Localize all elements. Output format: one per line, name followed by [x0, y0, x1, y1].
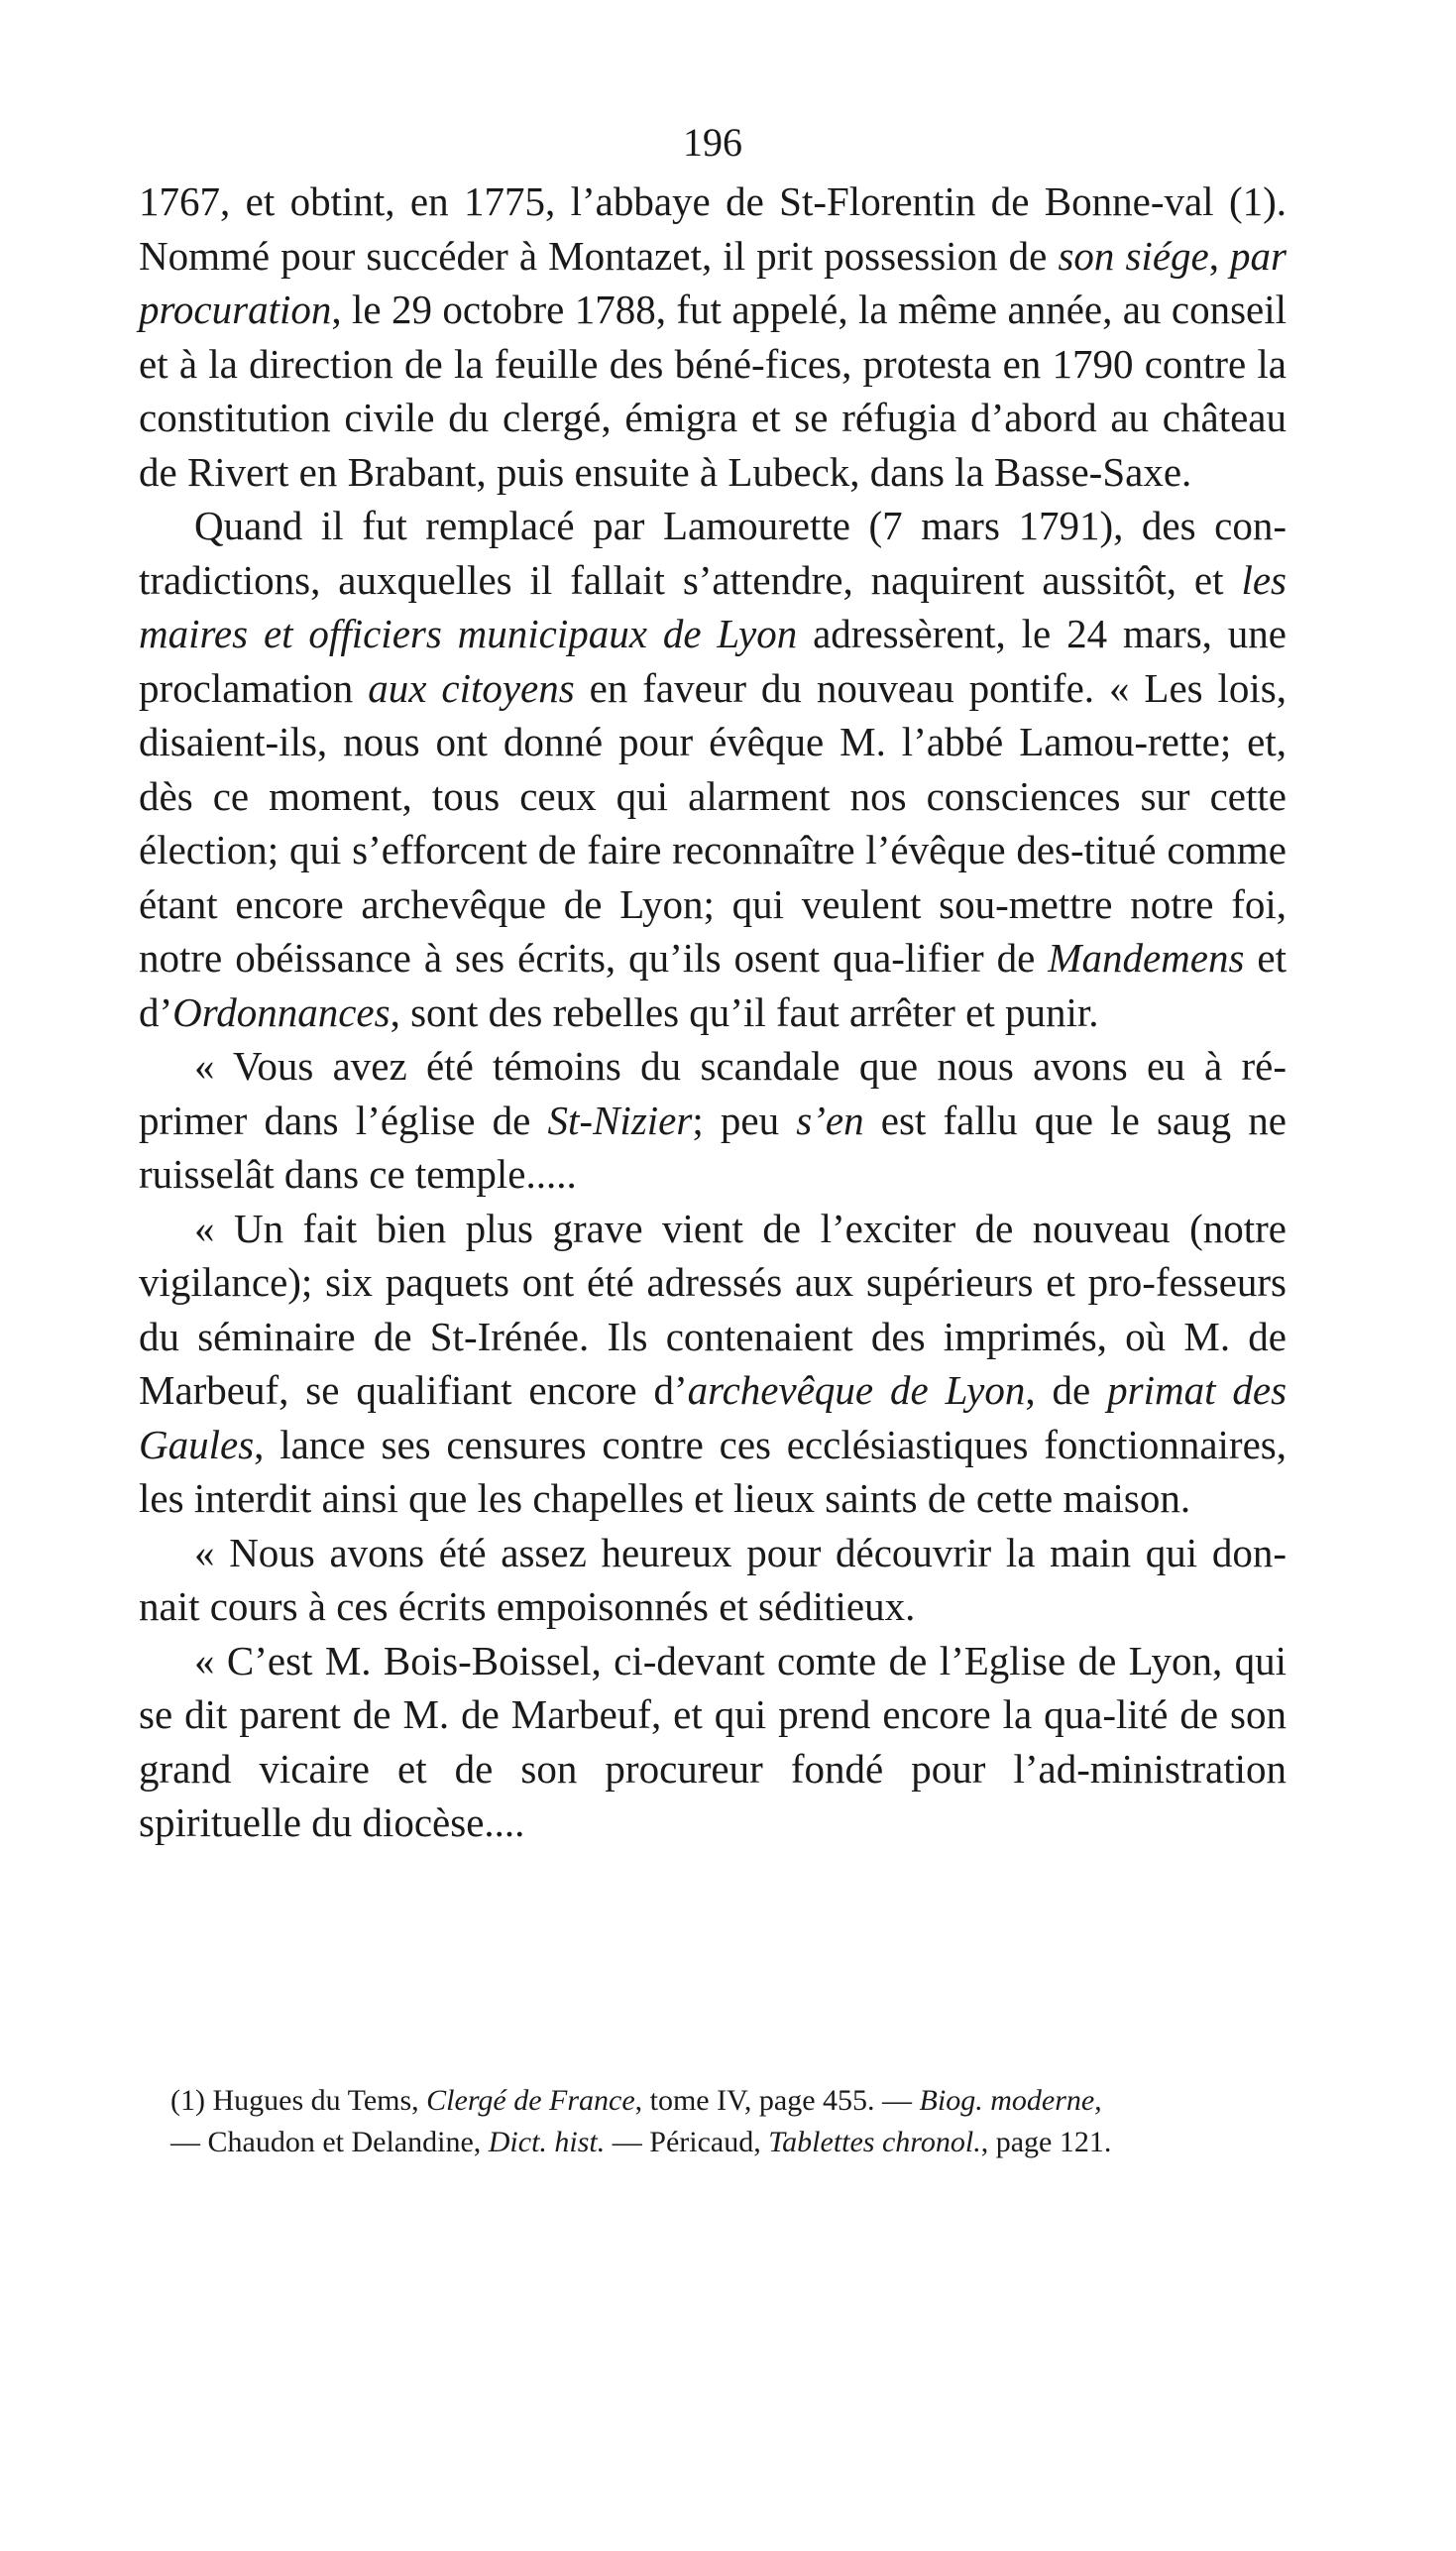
paragraph — [139, 1039, 1287, 1202]
text-run: Quand il fut remplacé par Lamourette (7 mars 1791), des con-tradictions, auxquelles il fallait s’attendre, naquirent aussitôt, et — [139, 503, 1287, 603]
italic-text: s’en — [796, 1097, 864, 1143]
text-run: (1) Hugues du Tems, — [170, 2084, 427, 2117]
text-run: « Nous avons été assez heureux pour découvrir la main qui don-nait cours à ces écrits empoisonnés et séditieux. — [139, 1529, 1287, 1629]
text-run: et d’ — [139, 935, 1288, 1035]
paragraph — [139, 174, 1287, 499]
paragraph — [139, 499, 1287, 1039]
page-content — [139, 119, 1287, 1850]
italic-text: Mandemens — [1048, 935, 1245, 981]
text-run: , sont des rebelles qu’il faut arrêter et punir. — [390, 988, 1099, 1035]
italic-text: Tablettes chronol. — [768, 2126, 981, 2158]
text-run: « Un fait bien plus grave vient de l’exciter de nouveau (notre vigilance); six paquets ont été adressés aux supérieurs et pro-fesseurs du séminaire de St-Irénée. Ils contenaient des imprimés, où M. de Marbeuf, se qualifiant encore d’ — [139, 1205, 1287, 1413]
italic-text: St-Nizier — [547, 1097, 693, 1143]
text-run: ; peu — [692, 1097, 797, 1143]
body-text — [139, 174, 1287, 1850]
text-run: , — [1208, 232, 1231, 279]
text-run: — Chaudon et Delandine, — [170, 2126, 489, 2158]
italic-text: Ordonnances — [172, 988, 391, 1035]
text-run: , lance ses censures contre ces ecclésiastiques fonctionnaires, les interdit ainsi que les chapelles et lieux saints de cette maison. — [139, 1421, 1287, 1521]
text-run: « C’est M. Bois-Boissel, ci-devant comte de l’Eglise de Lyon, qui se dit parent de M. de Marbeuf, et qui prend encore la qua-lité de son grand vicaire et de son procureur fondé pour l’ad-ministration spirituelle du diocèse.... — [139, 1637, 1287, 1845]
paragraph — [139, 1202, 1287, 1526]
paragraph — [139, 1634, 1287, 1850]
italic-text: archevêque de Lyon — [687, 1367, 1026, 1413]
italic-text: les maires et officiers municipaux de Lyon — [139, 556, 1287, 656]
italic-text: aux citoyens — [368, 664, 575, 711]
italic-text: Dict. hist. — [488, 2126, 606, 2158]
text-run: , le 29 octobre 1788, fut appelé, la même année, au conseil et à la direction de la feuille des béné-fices, protesta en 1790 contre la constitution civile du clergé, émigra et se réfugia d’abord au château de Rivert en Brabant, puis ensuite à Lubeck, dans la Basse-Saxe. — [139, 287, 1287, 495]
text-run: est fallu que le saug ne ruisselât dans ce temple..... — [139, 1097, 1287, 1197]
text-run: « Vous avez été témoins du scandale que nous avons eu à ré-primer dans l’église de — [139, 1043, 1287, 1143]
italic-text: Clergé de France — [426, 2084, 635, 2117]
text-run: — Péricaud, — [605, 2126, 769, 2158]
italic-text: Biog. moderne, — [919, 2084, 1102, 2117]
italic-text: par procuration — [139, 232, 1288, 332]
text-run: , tome IV, page 455. — — [634, 2084, 920, 2117]
text-run: en faveur du nouveau pontife. « Les lois, disaient-ils, nous ont donné pour évêque M. l’abbé Lamou-rette; et, dès ce moment, tous ceux qui alarment nos consciences sur cette élection; qui s’efforcent de faire reconnaître l’évêque des-titué comme étant encore archevêque de Lyon; qui veulent sou-mettre notre foi, notre obéissance à ses écrits, qu’ils osent qua-lifier de — [139, 664, 1288, 981]
text-run: 1767, et obtint, en 1775, l’abbaye de St-Florentin de Bonne-val (1). Nommé pour succéder à Montazet, il prit possession de — [139, 178, 1287, 279]
text-run: adressèrent, le 24 mars, une proclamation — [139, 611, 1288, 711]
italic-text: primat des Gaules — [139, 1367, 1288, 1467]
footnote-line — [170, 2122, 1290, 2163]
paragraph — [139, 1526, 1287, 1634]
page-number: 196 — [683, 120, 742, 165]
text-run: , page 121. — [980, 2126, 1112, 2158]
text-run: , de — [1025, 1367, 1108, 1413]
footnotes — [170, 2080, 1290, 2163]
italic-text: son siége — [1058, 232, 1209, 279]
footnote-line — [170, 2080, 1290, 2122]
